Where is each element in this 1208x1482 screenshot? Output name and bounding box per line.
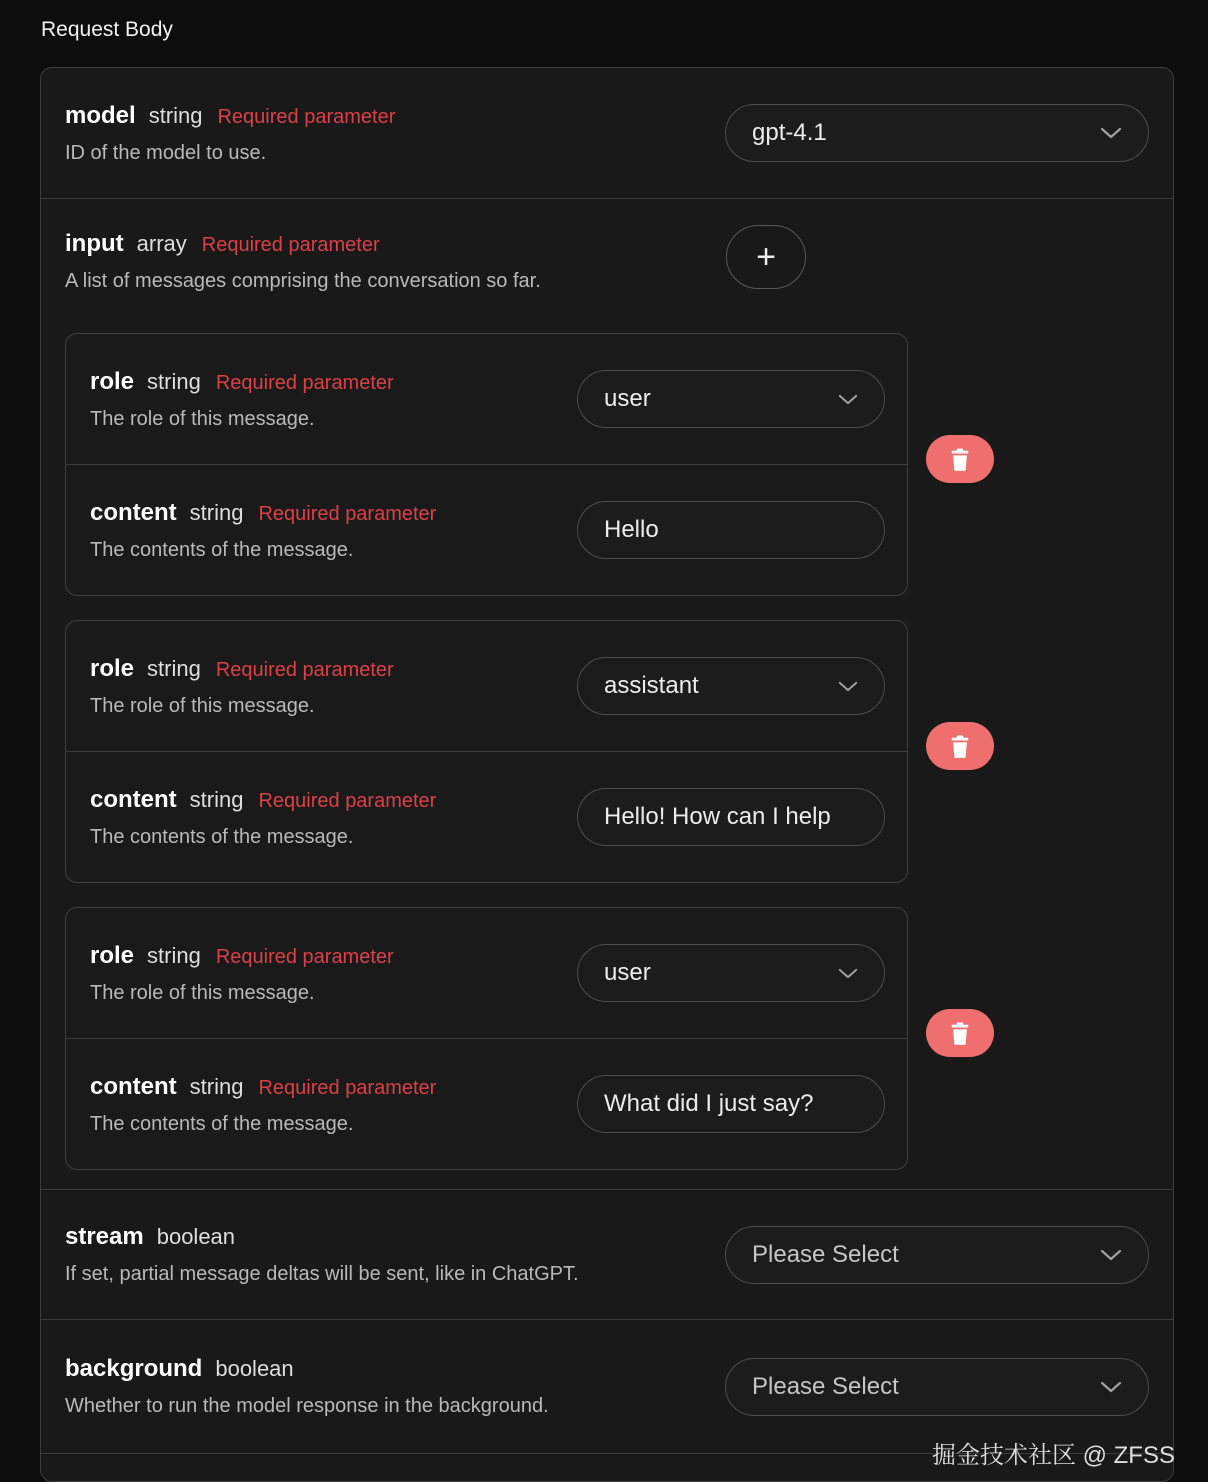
content-field-type: string <box>189 786 244 812</box>
input-required-label: Required parameter <box>201 234 380 256</box>
content-required-label: Required parameter <box>258 1076 437 1099</box>
role-required-label: Required parameter <box>215 658 394 681</box>
content-input-value: What did I just say? <box>604 1090 814 1117</box>
model-required-label: Required parameter <box>217 105 396 128</box>
stream-select-placeholder: Please Select <box>752 1240 899 1268</box>
chevron-down-icon <box>838 394 858 405</box>
content-field-name: content <box>90 1072 177 1100</box>
role-field-info <box>90 942 394 1005</box>
content-input-value: Hello! How can I help <box>604 803 831 830</box>
role-field-name: role <box>90 941 135 969</box>
input-field-description: A list of messages comprising the conversation so far. <box>65 270 541 292</box>
role-select-value: user <box>604 959 651 986</box>
request-body-panel <box>40 67 1174 1482</box>
content-required-label: Required parameter <box>258 502 437 525</box>
content-input-2[interactable] <box>577 1075 885 1133</box>
role-field-type: string <box>147 942 201 968</box>
stream-field-name: stream <box>65 1223 144 1250</box>
role-field-description: The role of this message. <box>90 981 315 1004</box>
content-required-label: Required parameter <box>258 789 437 812</box>
add-message-button[interactable]: + <box>726 225 806 289</box>
stream-field-type: boolean <box>156 1224 236 1249</box>
message-item-1 <box>65 620 908 883</box>
role-select-value: user <box>604 385 651 412</box>
content-field-name: content <box>90 498 177 526</box>
field-row-background <box>41 1320 1173 1454</box>
delete-message-button-2[interactable] <box>926 1009 994 1057</box>
content-field-type: string <box>189 1073 244 1099</box>
role-field-info <box>90 368 394 431</box>
trash-icon <box>949 734 971 758</box>
content-field-info <box>90 1073 436 1136</box>
content-section <box>66 465 907 595</box>
content-field-info <box>90 499 436 562</box>
model-field-name: model <box>65 101 136 129</box>
content-section <box>66 752 907 882</box>
stream-field-description: If set, partial message deltas will be sent, like in ChatGPT. <box>65 1263 579 1285</box>
role-select-1[interactable] <box>577 657 885 715</box>
content-field-name: content <box>90 785 177 813</box>
background-select-placeholder: Please Select <box>752 1372 899 1400</box>
chevron-down-icon <box>838 968 858 979</box>
model-select-value: gpt-4.1 <box>752 119 827 146</box>
role-select-2[interactable] <box>577 944 885 1002</box>
field-row-input <box>41 199 1173 1190</box>
content-field-type: string <box>189 499 244 525</box>
message-card <box>65 907 908 1170</box>
stream-field-info <box>65 1223 579 1286</box>
role-select-value: assistant <box>604 672 699 699</box>
chevron-down-icon <box>1100 1381 1122 1393</box>
role-field-info <box>90 655 394 718</box>
content-field-description: The contents of the message. <box>90 1112 354 1135</box>
message-item-0 <box>65 333 908 596</box>
content-field-info <box>90 786 436 849</box>
field-row-model <box>41 68 1173 199</box>
stream-select[interactable] <box>725 1226 1149 1284</box>
background-field-type: boolean <box>215 1356 294 1381</box>
chevron-down-icon <box>1100 1249 1122 1261</box>
role-required-label: Required parameter <box>215 371 394 394</box>
background-select[interactable] <box>725 1358 1149 1416</box>
delete-message-button-1[interactable] <box>926 722 994 770</box>
content-field-description: The contents of the message. <box>90 825 354 848</box>
role-field-description: The role of this message. <box>90 694 315 717</box>
next-field-row-partial <box>41 1454 1173 1481</box>
watermark: 掘金技术社区 @ ZFSS <box>931 1442 1175 1469</box>
content-input-0[interactable] <box>577 501 885 559</box>
model-field-description: ID of the model to use. <box>65 141 267 164</box>
trash-icon <box>949 447 971 471</box>
model-field-info <box>65 102 395 165</box>
message-card <box>65 333 908 596</box>
role-section <box>66 621 907 752</box>
role-required-label: Required parameter <box>215 945 394 968</box>
input-field-name: input <box>65 230 124 257</box>
role-field-type: string <box>147 368 201 394</box>
content-input-value: Hello <box>604 516 659 543</box>
content-input-1[interactable] <box>577 788 885 846</box>
message-item-2 <box>65 907 908 1170</box>
role-section <box>66 334 907 465</box>
delete-message-button-0[interactable] <box>926 435 994 483</box>
content-field-description: The contents of the message. <box>90 538 354 561</box>
role-select-0[interactable] <box>577 370 885 428</box>
chevron-down-icon <box>1100 127 1122 139</box>
role-field-name: role <box>90 654 135 682</box>
input-field-type: array <box>136 231 187 256</box>
input-field-info <box>65 199 1149 293</box>
content-section <box>66 1039 907 1169</box>
role-section <box>66 908 907 1039</box>
background-field-name: background <box>65 1355 203 1382</box>
role-field-description: The role of this message. <box>90 407 315 430</box>
background-field-info <box>65 1355 549 1418</box>
field-row-stream <box>41 1190 1173 1320</box>
chevron-down-icon <box>838 681 858 692</box>
message-card <box>65 620 908 883</box>
model-field-type: string <box>148 102 203 128</box>
background-field-description: Whether to run the model response in the background. <box>65 1395 549 1417</box>
role-field-type: string <box>147 655 201 681</box>
model-select[interactable] <box>725 104 1149 162</box>
page-title: Request Body <box>41 18 173 41</box>
role-field-name: role <box>90 367 135 395</box>
trash-icon <box>949 1021 971 1045</box>
